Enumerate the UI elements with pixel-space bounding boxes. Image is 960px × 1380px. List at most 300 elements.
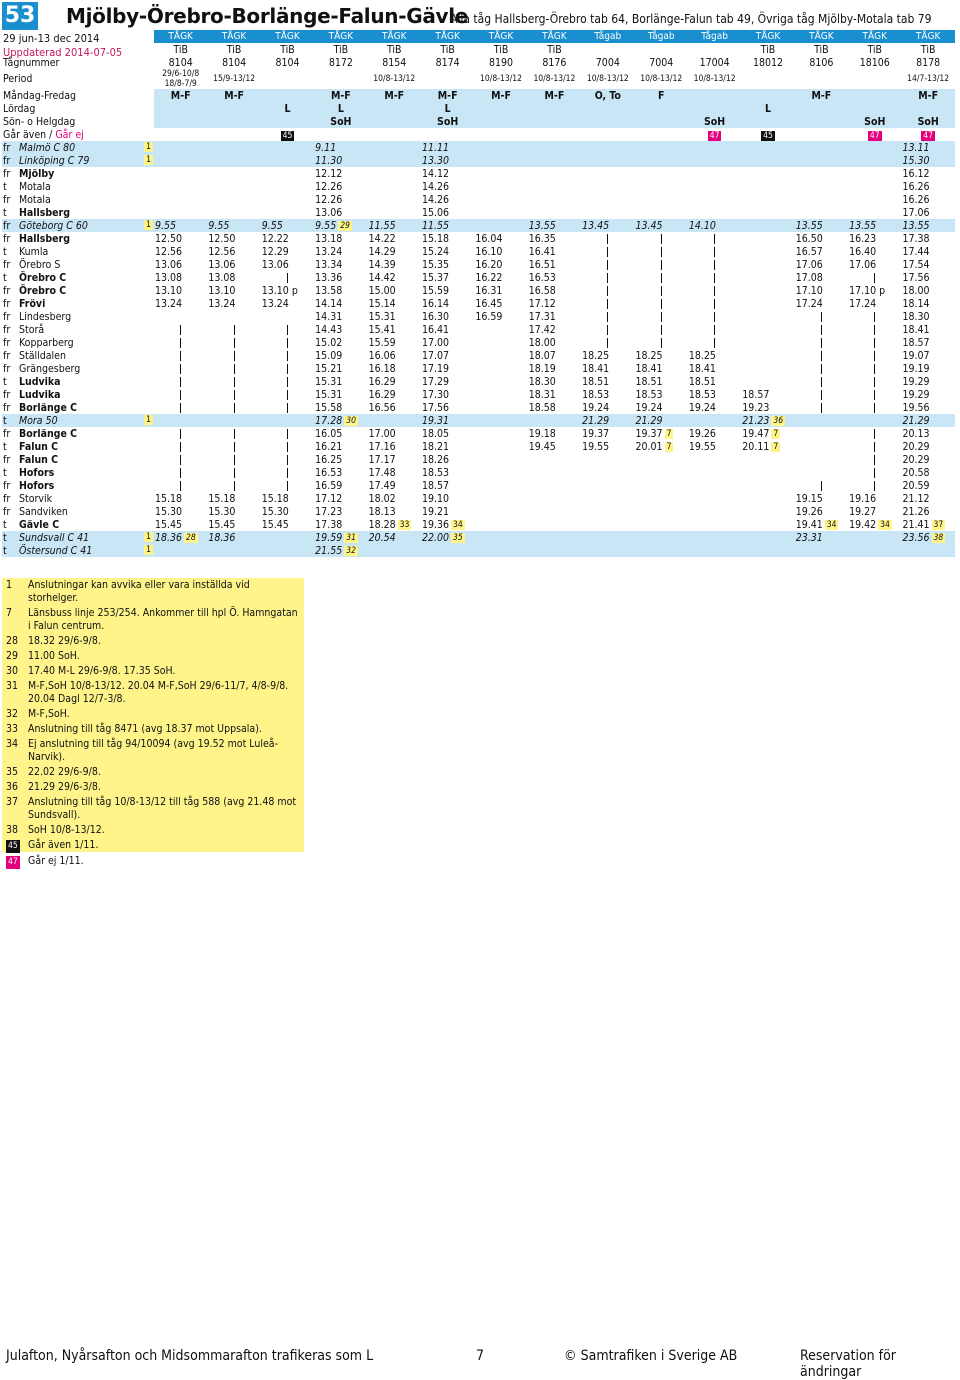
footnote (2, 634, 304, 649)
operator-cell: TÅGK (848, 30, 901, 43)
operator-cell: Tågab (688, 30, 741, 43)
time-value: 16.05 (315, 427, 343, 440)
time-cell (635, 258, 688, 271)
time-value: 17.17 (368, 453, 396, 466)
time-cell (368, 271, 421, 284)
note-badge: 28 (186, 532, 196, 543)
sunday-cell: SoH (901, 115, 954, 128)
period-cell: 10/8-13/12 (640, 74, 683, 84)
pass-through-marker (180, 325, 181, 335)
pass-through-marker (821, 338, 822, 348)
footnote-number (6, 839, 28, 853)
sunday-cell (581, 115, 634, 128)
time-value: 17.23 (315, 505, 343, 518)
pass-through-marker (287, 364, 288, 374)
also-cell (795, 128, 848, 141)
pass-through-marker (714, 299, 715, 309)
also-text: Går även / (3, 128, 56, 141)
time-cell (528, 310, 581, 323)
time-cell (421, 427, 474, 440)
station-name (18, 427, 154, 440)
time-cell (421, 375, 474, 388)
time-cell (581, 141, 634, 154)
time-cell (688, 453, 741, 466)
page-number: 7 (476, 1348, 485, 1364)
time-value: 17.08 (795, 271, 823, 284)
time-cell (741, 323, 794, 336)
time-cell (528, 375, 581, 388)
time-cell (154, 453, 207, 466)
time-value: 18.00 (528, 336, 556, 349)
station-name (18, 466, 154, 479)
time-value: 15.45 (208, 518, 236, 531)
pass-through-marker (287, 481, 288, 491)
time-cell (635, 323, 688, 336)
arr-dep-indicator: t (3, 440, 7, 453)
time-value: 16.51 (528, 258, 556, 271)
time-cell (314, 427, 367, 440)
table-number: 53 (2, 2, 38, 30)
time-cell (901, 453, 954, 466)
time-cell (528, 414, 581, 427)
time-cell (421, 310, 474, 323)
time-cell (474, 284, 527, 297)
time-cell (901, 141, 954, 154)
time-cell (154, 388, 207, 401)
time-cell (207, 479, 260, 492)
time-value: 18.51 (582, 375, 610, 388)
time-cell (474, 505, 527, 518)
footnote-number-text: 33 (6, 723, 19, 735)
train-type-cell (581, 43, 634, 56)
time-value: 15.18 (261, 492, 289, 505)
saturday-cell: L (741, 102, 794, 115)
pass-through-marker (180, 338, 181, 348)
weekday-cell: M-F (901, 89, 954, 102)
operator-cell: Tågab (635, 30, 688, 43)
pass-through-marker (874, 377, 875, 387)
time-value: 17.29 (421, 375, 449, 388)
time-cell (207, 401, 260, 414)
time-cell (848, 440, 901, 453)
time-value: 12.29 (261, 245, 289, 258)
time-cell (474, 206, 527, 219)
arr-dep-indicator: t (3, 206, 7, 219)
time-cell (688, 362, 741, 375)
time-value: 19.29 (902, 388, 930, 401)
time-value: 15.18 (208, 492, 236, 505)
time-value: 20.54 (368, 531, 396, 544)
time-cell (795, 362, 848, 375)
copyright: © Samtrafiken i Sverige AB (564, 1348, 738, 1364)
time-cell (688, 427, 741, 440)
time-cell (901, 336, 954, 349)
time-value: 18.53 (421, 466, 449, 479)
time-cell (688, 518, 741, 531)
time-cell (635, 453, 688, 466)
time-cell (635, 297, 688, 310)
time-cell (207, 388, 260, 401)
time-cell (368, 544, 421, 557)
time-cell (848, 180, 901, 193)
station-label: Hallsberg (19, 206, 70, 219)
time-value: 12.12 (315, 167, 343, 180)
weekday-cell (261, 89, 314, 102)
time-cell (368, 167, 421, 180)
time-cell (581, 193, 634, 206)
footnote (2, 838, 304, 854)
sunday-cell: SoH (314, 115, 367, 128)
time-cell (795, 388, 848, 401)
time-cell (154, 141, 207, 154)
time-value: 15.30 (208, 505, 236, 518)
time-cell (848, 349, 901, 362)
pass-through-marker (234, 442, 235, 452)
time-cell (314, 453, 367, 466)
time-cell (581, 349, 634, 362)
time-cell (635, 388, 688, 401)
station-label: Örebro S (19, 258, 61, 271)
arr-dep-indicator: fr (3, 258, 11, 271)
station-name (18, 323, 154, 336)
saturday-cell: L (314, 102, 367, 115)
time-cell (261, 505, 314, 518)
time-cell (688, 505, 741, 518)
time-value: 14.12 (421, 167, 449, 180)
also-cell (368, 128, 421, 141)
saturday-cell (474, 102, 527, 115)
time-value: 17.16 (368, 440, 396, 453)
time-cell (421, 323, 474, 336)
time-value: 16.10 (475, 245, 503, 258)
time-value: 13.24 (208, 297, 236, 310)
time-value: 16.25 (315, 453, 343, 466)
time-cell (421, 141, 474, 154)
time-cell (688, 401, 741, 414)
station-name (18, 193, 154, 206)
time-value: 19.45 (528, 440, 556, 453)
time-value: 20.58 (902, 466, 930, 479)
footnotes-box (2, 578, 304, 867)
station-name (18, 388, 154, 401)
also-cell (688, 128, 741, 141)
footnote (2, 737, 304, 765)
time-cell (421, 154, 474, 167)
time-cell (528, 193, 581, 206)
time-cell (368, 427, 421, 440)
time-cell (368, 297, 421, 310)
arr-dep-indicator: fr (2, 154, 18, 167)
pass-through-marker (714, 286, 715, 296)
time-cell (901, 154, 954, 167)
train-type-cell: TiB (333, 43, 349, 56)
time-cell (368, 193, 421, 206)
time-cell (688, 531, 741, 544)
time-value: 16.58 (528, 284, 556, 297)
train-type-cell: TiB (547, 43, 562, 56)
station-label: Falun C (19, 440, 59, 453)
operator-cell: TÅGK (528, 30, 581, 43)
time-cell (368, 388, 421, 401)
time-value: 18.58 (528, 401, 556, 414)
time-cell (741, 388, 794, 401)
time-cell (421, 193, 474, 206)
time-cell (421, 258, 474, 271)
time-cell (848, 505, 901, 518)
time-cell (848, 141, 901, 154)
time-value: 18.53 (582, 388, 610, 401)
time-cell (741, 206, 794, 219)
time-value: 15.09 (315, 349, 343, 362)
time-cell (795, 349, 848, 362)
time-cell (261, 271, 314, 284)
time-cell (528, 531, 581, 544)
time-cell (474, 271, 527, 284)
footnote-number (6, 607, 28, 633)
period-cell (741, 69, 794, 89)
pass-through-marker (661, 325, 662, 335)
time-cell (848, 453, 901, 466)
station-name (18, 245, 154, 258)
time-value: 14.42 (368, 271, 396, 284)
time-cell (154, 414, 207, 427)
train-number-cell: 8178 (916, 56, 941, 69)
time-value: 18.30 (902, 310, 930, 323)
time-cell (207, 258, 260, 271)
time-value: 20.29 (902, 440, 930, 453)
time-cell (261, 466, 314, 479)
arr-dep-indicator: t (2, 531, 18, 544)
time-cell (848, 388, 901, 401)
time-cell (848, 323, 901, 336)
time-cell (474, 297, 527, 310)
time-value: 18.51 (635, 375, 663, 388)
time-cell (848, 258, 901, 271)
time-value: 19.19 (902, 362, 930, 375)
time-cell (314, 349, 367, 362)
note-badge: 32 (346, 545, 356, 556)
time-cell (901, 323, 954, 336)
time-cell (581, 440, 634, 453)
station-label: Lindesberg (19, 310, 72, 323)
note-badge: 30 (346, 415, 356, 426)
time-cell (368, 401, 421, 414)
time-value: 14.43 (315, 323, 343, 336)
time-cell (261, 310, 314, 323)
time-cell (207, 544, 260, 557)
footer-holiday-note: Julafton, Nyårsafton och Midsommarafton trafikeras som L (6, 1348, 374, 1364)
time-value: 19.21 (421, 505, 449, 518)
note-badge: 37 (933, 519, 944, 530)
pass-through-marker (287, 377, 288, 387)
also-cell (207, 128, 260, 141)
arr-dep-indicator: t (3, 518, 7, 531)
time-value: 21.26 (902, 505, 930, 518)
footnote-number (6, 635, 28, 648)
operator-cell: TÅGK (901, 30, 954, 43)
footnote-text: Anslutningar kan avvika eller vara inställda vid storhelger. (28, 579, 250, 604)
station-name (18, 492, 154, 505)
pass-through-marker (234, 377, 235, 387)
time-cell (154, 492, 207, 505)
time-cell (474, 362, 527, 375)
arr-dep-indicator: t (3, 180, 7, 193)
time-cell (635, 492, 688, 505)
station-name (18, 544, 154, 557)
time-cell (368, 310, 421, 323)
time-cell (261, 167, 314, 180)
footnote-text: Går även 1/11. (28, 839, 99, 851)
time-cell (207, 271, 260, 284)
pass-through-marker (714, 234, 715, 244)
station-label: Frövi (19, 297, 46, 310)
station-label: Borlänge C (19, 401, 78, 414)
time-value: 14.31 (315, 310, 343, 323)
pass-through-marker (607, 247, 608, 257)
time-value: 17.30 (421, 388, 449, 401)
note-badge: 1 (146, 154, 151, 165)
time-value: 16.59 (315, 479, 343, 492)
pass-through-marker (234, 390, 235, 400)
pass-through-marker (180, 455, 181, 465)
time-cell (688, 544, 741, 557)
train-number-cell: 18012 (752, 56, 784, 69)
time-cell (901, 284, 954, 297)
time-cell (154, 544, 207, 557)
pass-through-marker (287, 403, 288, 413)
time-value: 15.00 (368, 284, 396, 297)
time-cell (581, 375, 634, 388)
time-cell (581, 401, 634, 414)
footnote-text: 21.29 29/6-3/8. (28, 781, 101, 793)
time-cell (207, 167, 260, 180)
pass-through-marker (287, 325, 288, 335)
time-cell (368, 180, 421, 193)
time-value: 13.11 (902, 141, 930, 154)
time-cell (901, 349, 954, 362)
footnote-text: Ej anslutning till tåg 94/10094 (avg 19.52 mot Luleå-Narvik). (28, 738, 278, 763)
time-cell (901, 297, 954, 310)
time-cell (741, 232, 794, 245)
time-value: 18.21 (421, 440, 449, 453)
station-label: Ställdalen (19, 349, 66, 362)
footnote-number (6, 855, 28, 869)
time-cell (528, 141, 581, 154)
time-value: 19.47 (742, 427, 770, 440)
time-cell (528, 440, 581, 453)
time-value: 13.08 (208, 271, 236, 284)
time-cell (207, 310, 260, 323)
time-cell (741, 141, 794, 154)
time-value: 19.23 (742, 401, 770, 414)
footnote-text: Anslutning till tåg 10/8-13/12 till tåg 588 (avg 21.48 mot Sundsvall). (28, 796, 297, 821)
time-value: 16.29 (368, 375, 396, 388)
arr-dep-indicator: fr (3, 167, 11, 180)
time-value: 16.04 (475, 232, 503, 245)
time-value: 17.12 (315, 492, 343, 505)
note-badge: 1 (146, 544, 151, 555)
time-value: 18.36 (208, 531, 236, 544)
time-cell (581, 362, 634, 375)
time-cell (314, 271, 367, 284)
time-value: 16.14 (421, 297, 449, 310)
time-cell (688, 271, 741, 284)
pass-through-marker (874, 364, 875, 374)
time-value: 16.12 (902, 167, 930, 180)
period-cell: 10/8-13/12 (533, 74, 576, 84)
arr-dep-indicator: fr (2, 141, 18, 154)
time-cell (901, 388, 954, 401)
pass-through-marker (874, 403, 875, 413)
time-value: 14.39 (368, 258, 396, 271)
time-value: 16.22 (475, 271, 503, 284)
time-cell (848, 193, 901, 206)
time-cell (261, 297, 314, 310)
time-cell (581, 531, 634, 544)
time-cell (261, 375, 314, 388)
time-cell (581, 271, 634, 284)
time-cell (795, 544, 848, 557)
saturday-cell (795, 102, 848, 115)
saturday-cell (154, 102, 207, 115)
footnote-number (6, 766, 28, 779)
weekday-cell: M-F (154, 89, 207, 102)
station-name (18, 206, 154, 219)
time-cell (261, 336, 314, 349)
note-badge: 1 (146, 141, 151, 152)
pass-through-marker (661, 260, 662, 270)
operator-cell: TÅGK (261, 30, 314, 43)
time-cell (474, 544, 527, 557)
operator-cell: TÅGK (474, 30, 527, 43)
time-cell (741, 427, 794, 440)
pass-through-marker (661, 338, 662, 348)
time-cell (421, 453, 474, 466)
time-cell (154, 336, 207, 349)
arr-dep-indicator: t (3, 466, 7, 479)
time-value: 11.30 (315, 154, 343, 167)
time-value: 18.57 (421, 479, 449, 492)
pass-through-marker (180, 377, 181, 387)
time-value: 19.41 (795, 518, 823, 531)
time-cell (635, 154, 688, 167)
time-cell (901, 180, 954, 193)
time-cell (154, 154, 207, 167)
train-type-cell: TiB (760, 43, 776, 56)
time-value: 19.56 (902, 401, 930, 414)
time-cell (848, 492, 901, 505)
time-cell (368, 258, 421, 271)
time-cell (635, 271, 688, 284)
time-value: 17.56 (902, 271, 930, 284)
time-cell (528, 479, 581, 492)
time-cell (314, 531, 367, 544)
time-cell (314, 284, 367, 297)
time-value: 23.31 (795, 531, 823, 544)
weekday-cell: M-F (368, 89, 421, 102)
station-label: Linköping C 79 (19, 154, 90, 167)
time-value: 17.07 (421, 349, 449, 362)
time-cell (688, 141, 741, 154)
time-cell (154, 232, 207, 245)
time-cell (528, 453, 581, 466)
time-value: 15.14 (368, 297, 396, 310)
time-cell (474, 518, 527, 531)
time-cell (635, 518, 688, 531)
time-value: 13.24 (315, 245, 343, 258)
time-cell (528, 466, 581, 479)
time-cell (314, 414, 367, 427)
